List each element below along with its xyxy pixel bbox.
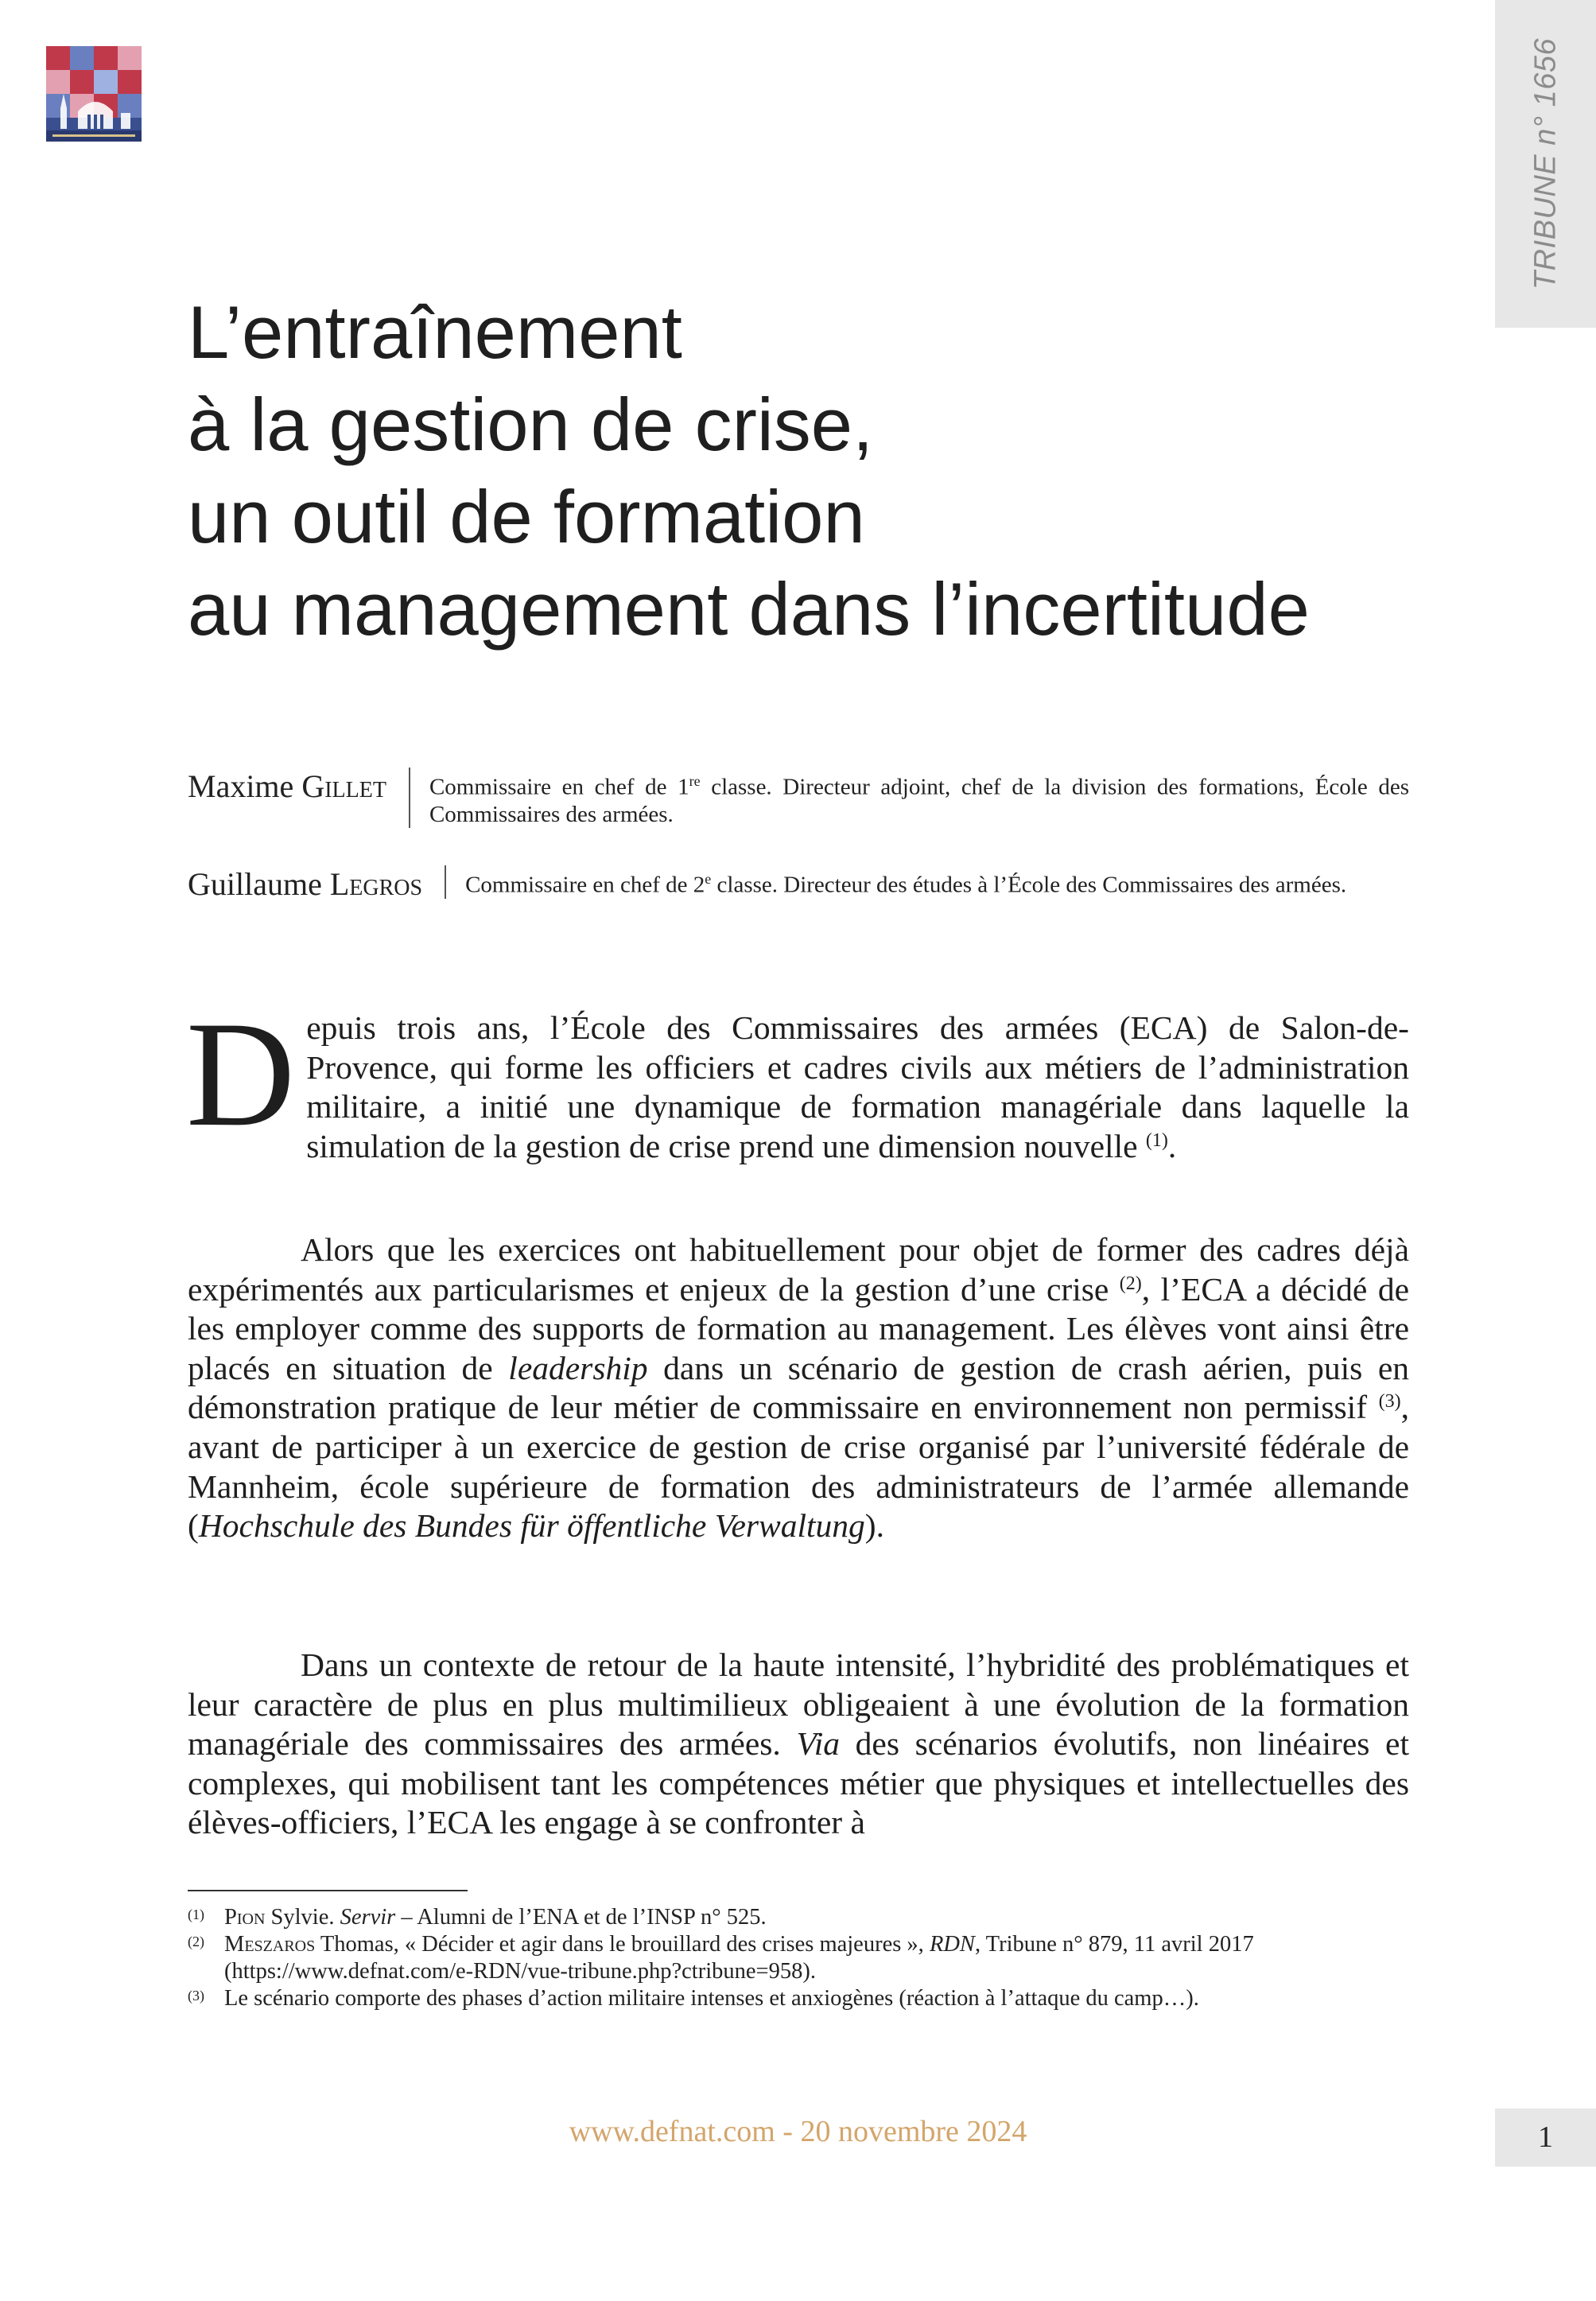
author-first-name: Guillaume [188,866,322,902]
author-block [188,768,1409,828]
footnote-number: (1) [188,1906,204,1922]
publication-logo [46,46,142,142]
emphasis: Hochschule des Bundes für öffentliche Verwaltung [198,1507,865,1545]
article-title [188,286,1460,655]
footnote-text: – Alumni de l’ENA et de l’INSP n° 525. [395,1905,767,1930]
footnote-text: Thomas, « Décider et agir dans le brouillard des crises majeures », [315,1932,930,1957]
footnote-2 [188,1931,1409,1985]
footnote-ref: (2) [1119,1273,1142,1294]
footnote-author: Meszaros [224,1932,316,1957]
paragraph-text: dans un scénario de gestion de crash aérien, puis en démonstration pratique de leur métier de commissaire en environnement non permissif [188,1349,1409,1426]
author-block [188,865,1409,904]
footnote-separator [188,1890,468,1891]
author-name [188,865,445,904]
paragraph-text: . [1167,1127,1177,1164]
paragraph-3 [188,1646,1409,1843]
footnote-number: (3) [188,1988,204,2004]
author-bio-text: Commissaire en chef de 1 [429,774,689,800]
footnote-3 [188,1985,1409,2012]
title-line: L’entraînement [188,290,682,374]
paragraph-text: Dans un contexte de retour de la haute intensité, l’hybridité des problématiques et leur caractère de plus en plus multimilieux obligeaient à une évolution de la formation managériale des commissaires des armées. [188,1646,1409,1763]
author-name [188,768,409,806]
title-line: un outil de formation [188,475,865,558]
paragraph-text: des scénarios évolutifs, non linéaires et complexes, qui mobilisent tant les compétences métier que physiques et intellectuelles des élèves-officiers, l’ECA les engage à se confronter à [188,1725,1409,1841]
author-last-name: Gillet [301,768,386,804]
author-bio-sup: e [705,871,712,887]
footnote-text: Le scénario comporte des phases d’action militaire intenses et anxiogènes (réaction à l’attaque du camp…). [224,1986,1199,2011]
tribune-side-tab [1495,0,1596,328]
paragraph-2 [188,1230,1409,1546]
footnote-1 [188,1904,1409,1931]
drop-cap: D [186,991,296,1158]
footnote-author: Pion [224,1905,266,1930]
paragraph-text: Alors que les exercices ont habituellement pour objet de former des cadres déjà expérimentés aux particularismes et enjeux de la gestion d’une crise [188,1231,1409,1308]
title-line: à la gestion de crise, [188,383,874,466]
footnote-ref: (3) [1378,1391,1401,1413]
author-bio-text: Commissaire en chef de 2 [465,872,705,898]
paragraph-text: epuis trois ans, l’École des Commissaires des armées (ECA) de Salon-de-Provence, qui forme les officiers et cadres civils aux métiers de l’administration militaire, a initié une dynamique de formation managériale dans laquelle la simulation de la gestion de crise prend une dimension nouvelle [306,1009,1409,1164]
author-last-name: Legros [329,866,423,902]
footnote-number: (2) [188,1934,204,1949]
author-first-name: Maxime [188,768,294,804]
paragraph-text: , l’ECA a décidé de les employer comme des supports de formation au management. Les élèves vont ainsi être placés en situation de [188,1270,1409,1386]
footnote-text: , Tribune n° 879, 11 avril 2017 (https://www.defnat.com/e-RDN/vue-tribune.php?ctribune=958). [224,1932,1254,1984]
author-bio-text: classe. Directeur adjoint, chef de la division des formations, École des Commissaires des armées. [429,774,1410,827]
author-bio [409,768,1409,828]
page-footer: www.defnat.com - 20 novembre 2024 [569,2115,1027,2148]
author-bio [445,865,1409,899]
paragraph-text: , avant de participer à un exercice de gestion de crise organisé par l’université fédérale de Mannheim, école supérieure de formation des administrateurs de l’armée allemande ( [188,1389,1409,1545]
emphasis: Via [796,1725,840,1763]
footnote-text: Sylvie. [265,1905,340,1930]
title-line: au management dans l’incertitude [188,567,1310,651]
footnote-emphasis: RDN [929,1932,975,1957]
footnote-ref: (1) [1145,1129,1168,1151]
author-bio-sup: re [689,773,701,789]
emphasis: leadership [508,1349,648,1386]
paragraph-text: ). [864,1507,884,1545]
author-bio-text: classe. Directeur des études à l’École des Commissaires des armées. [711,872,1347,898]
footnotes [188,1904,1409,2012]
footnote-emphasis: Servir [340,1905,396,1930]
tribune-number: TRIBUNE n° 1656 [1528,37,1562,290]
paragraph-intro [186,991,1409,1166]
page-number: 1 [1495,2109,1596,2167]
logo-image [46,46,142,142]
